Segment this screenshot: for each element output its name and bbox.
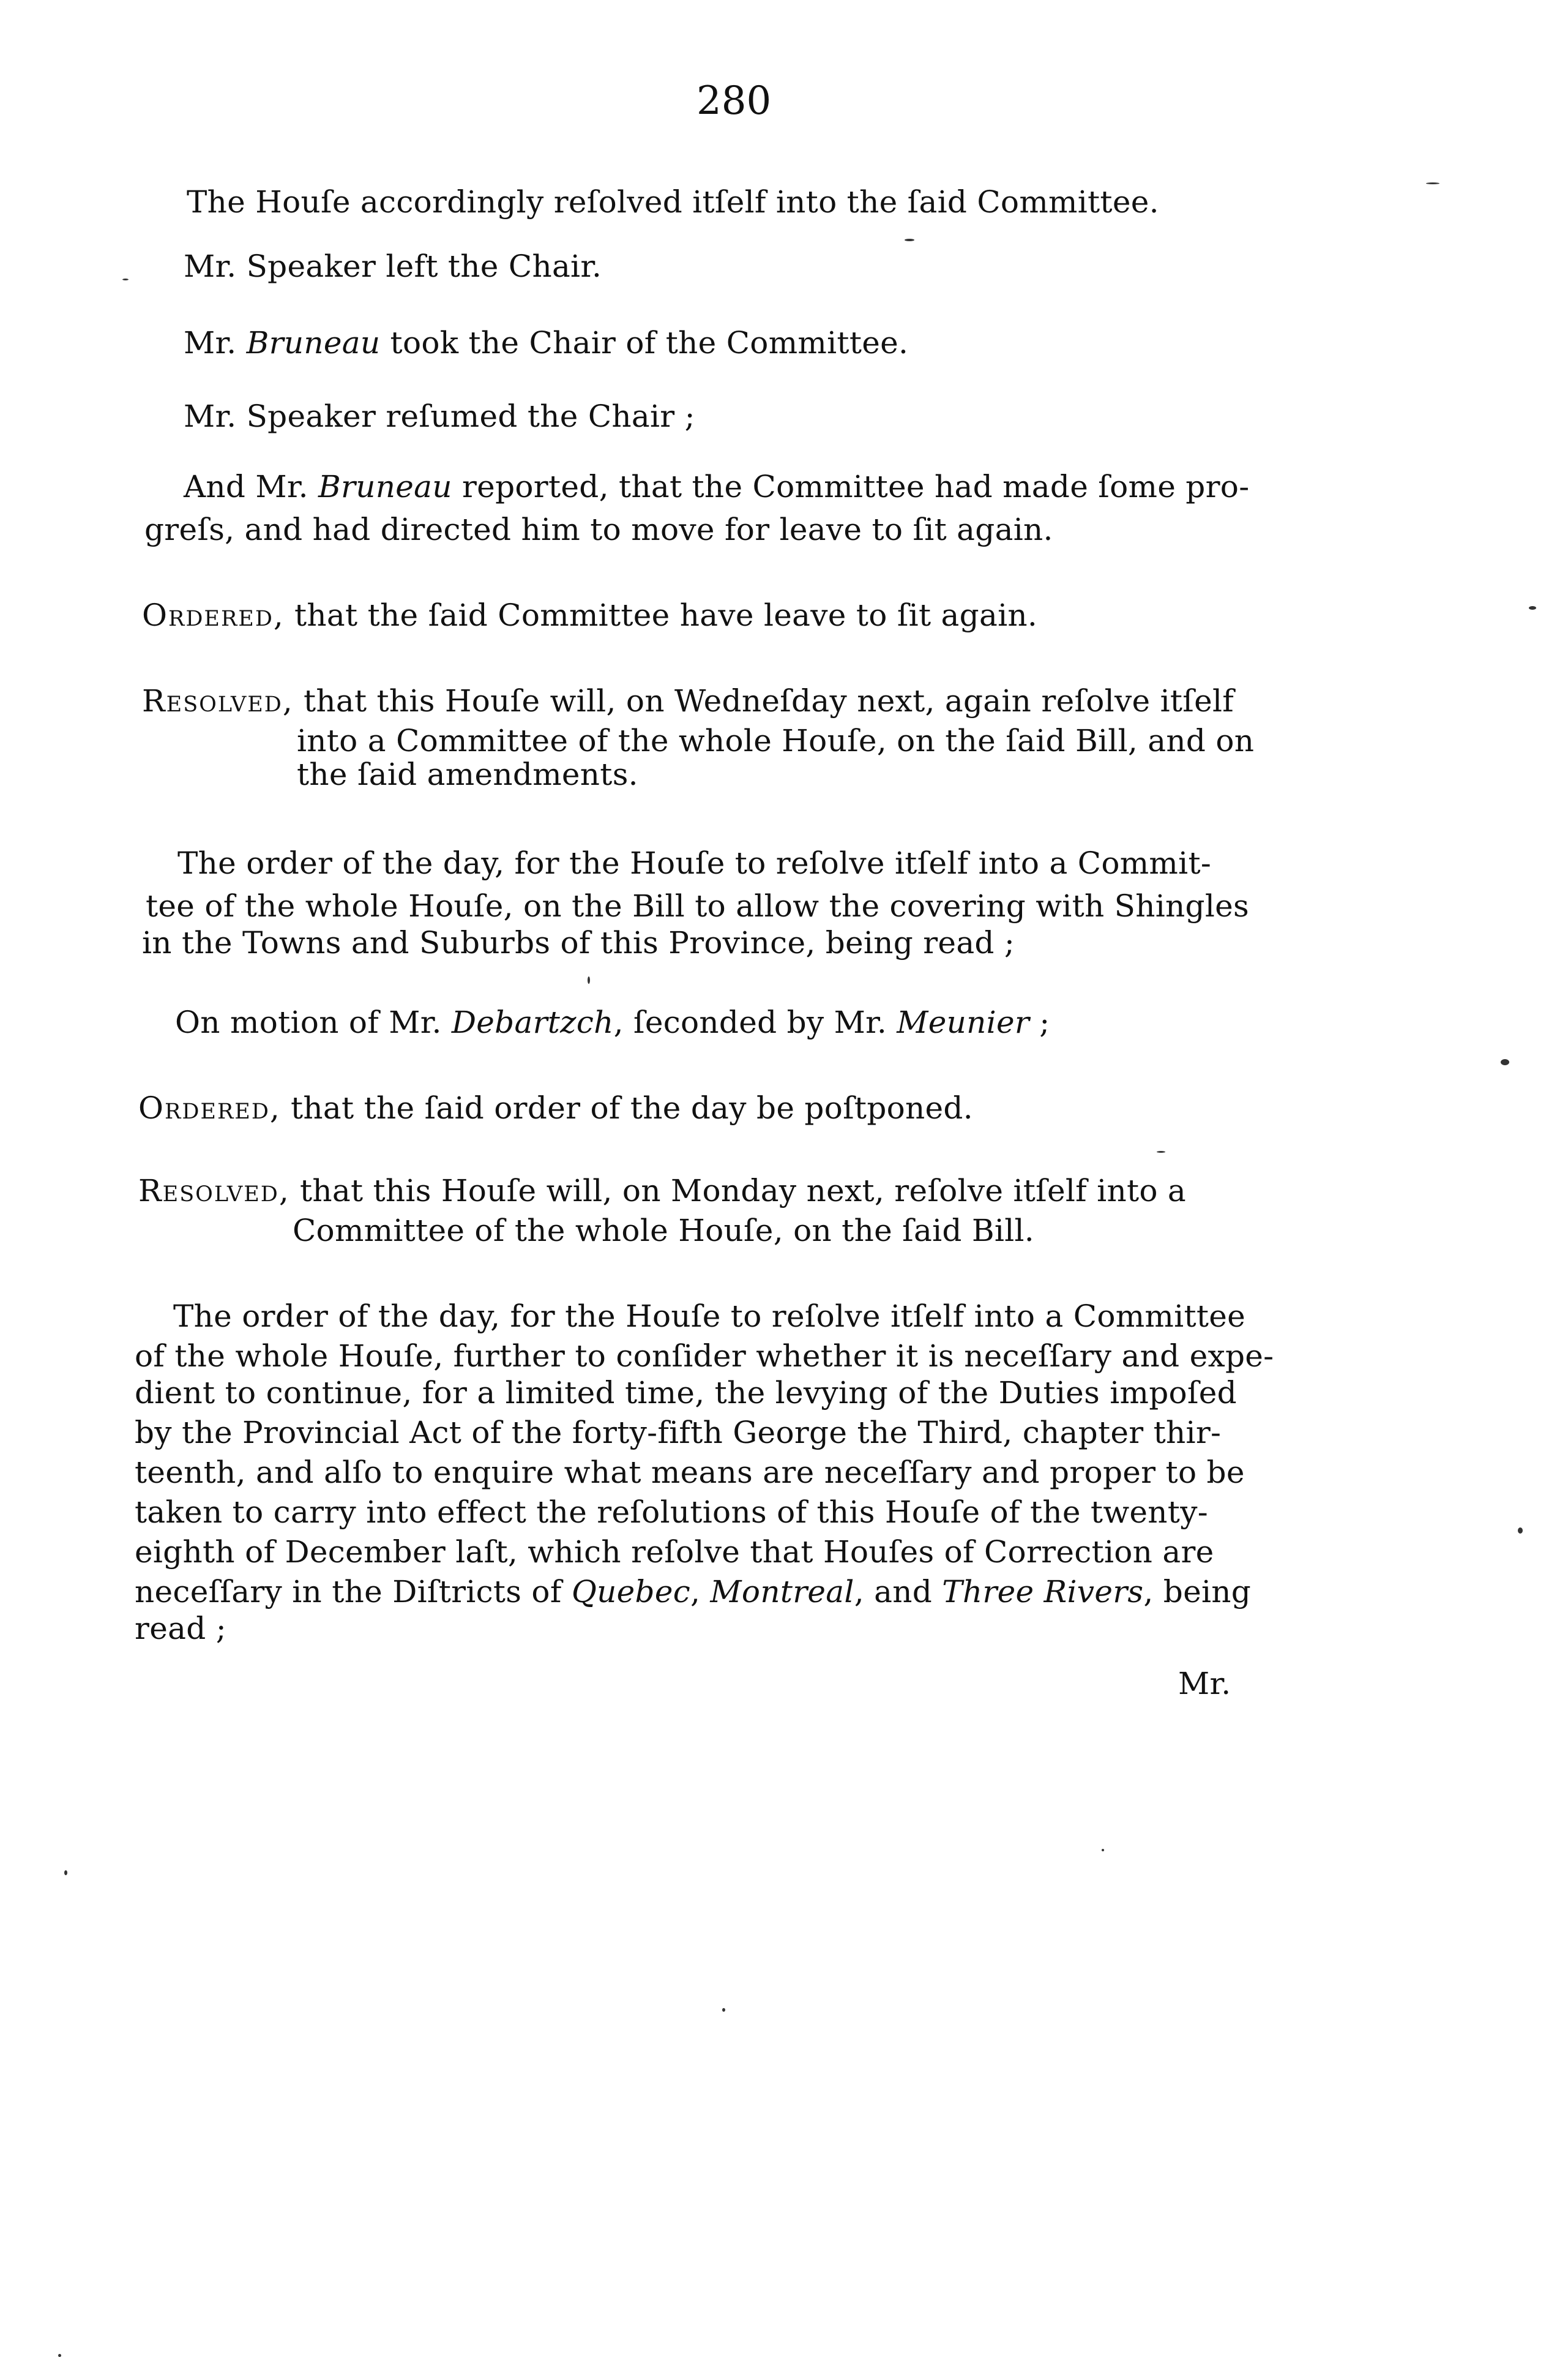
text-line: eighth of December laſt, which reſolve that Houſes of Correction are [135, 1534, 1214, 1570]
text-line: tee of the whole Houſe, on the Bill to allow the covering with Shingles [146, 888, 1249, 924]
place-name: Quebec [571, 1574, 691, 1609]
text-span: reported, that the Committee had made ſome pro- [452, 469, 1250, 504]
scan-speck [1518, 1527, 1523, 1534]
text-line: of the whole Houſe, further to conſider whether it is neceſſary and expe- [135, 1338, 1274, 1374]
text-span: On motion of Mr. [175, 1005, 452, 1040]
text-span: took the Chair of the Committee. [380, 325, 909, 361]
text-line [184, 324, 908, 361]
scan-speck [1529, 606, 1536, 610]
text-span: that the ſaid order of the day be poſtponed. [280, 1090, 973, 1126]
text-span: that this Houſe will, on Wedneſday next, again reſolve itſelf [293, 683, 1234, 719]
text-line: by the Provincial Act of the forty-fifth George the Third, chapter thir- [135, 1415, 1222, 1450]
text-line: dient to continue, for a limited time, the levying of the Duties impoſed [135, 1375, 1237, 1411]
text-line: Committee of the whole Houſe, on the ſaid Bill. [293, 1213, 1034, 1248]
person-name: Meunier [897, 1005, 1030, 1040]
ordered-label: Ordered, [142, 598, 285, 633]
text-line [135, 1573, 1251, 1610]
scan-speck [58, 2354, 61, 2357]
text-line [142, 597, 1037, 634]
text-span: , ſeconded by Mr. [613, 1005, 897, 1040]
text-line: into a Committee of the whole Houſe, on the ſaid Bill, and on [297, 723, 1255, 759]
text-line: The order of the day, for the Houſe to reſolve itſelf into a Committee [173, 1298, 1246, 1334]
person-name: Debartzch [451, 1005, 614, 1040]
scan-speck [1426, 182, 1439, 184]
resolved-label: Resolved, [138, 1173, 290, 1208]
scan-speck [1501, 1059, 1509, 1065]
text-span: , and [854, 1574, 943, 1609]
text-line: teenth, and alſo to enquire what means are neceſſary and proper to be [135, 1455, 1245, 1490]
text-span: that the ſaid Committee have leave to ſit again. [284, 598, 1038, 633]
place-name: Three Rivers [942, 1574, 1144, 1609]
catchword: Mr. [1178, 1666, 1231, 1701]
text-span: ; [1029, 1005, 1050, 1040]
text-span: that this Houſe will, on Monday next, reſolve itſelf into a [289, 1173, 1187, 1208]
text-span: And Mr. [184, 469, 319, 504]
text-line: Mr. Speaker left the Chair. [184, 249, 602, 284]
text-span: neceſſary in the Diſtricts of [135, 1574, 572, 1609]
place-name: Montreal [710, 1574, 854, 1609]
page-number: 280 [696, 78, 772, 124]
scan-speck [1102, 1849, 1104, 1851]
text-line: read ; [135, 1611, 226, 1646]
text-span: , [690, 1574, 711, 1609]
text-line: Mr. Speaker reſumed the Chair ; [184, 399, 695, 434]
text-line: The order of the day, for the Houſe to reſolve itſelf into a Commit- [177, 845, 1212, 881]
scan-speck [722, 2008, 725, 2012]
text-line [175, 1004, 1050, 1041]
person-name: Bruneau [246, 325, 381, 361]
scan-speck [122, 279, 129, 280]
ordered-label: Ordered, [138, 1090, 281, 1126]
text-span: , being [1143, 1574, 1252, 1609]
scan-speck [64, 1870, 67, 1875]
text-line: greſs, and had directed him to move for leave to ſit again. [144, 512, 1053, 547]
scan-speck [588, 976, 590, 984]
text-line: in the Towns and Suburbs of this Province, being read ; [142, 925, 1015, 961]
text-line: The Houſe accordingly reſolved itſelf into the ſaid Committee. [187, 184, 1159, 220]
scan-speck [1157, 1151, 1165, 1153]
text-line [138, 1090, 973, 1126]
text-line: the ſaid amendments. [297, 757, 638, 792]
text-line [142, 683, 1234, 719]
text-span: Mr. [184, 325, 247, 361]
text-line [138, 1172, 1186, 1209]
person-name: Bruneau [318, 469, 452, 504]
text-line: taken to carry into effect the reſolutions of this Houſe of the twenty- [135, 1494, 1208, 1530]
text-line [184, 468, 1249, 505]
resolved-label: Resolved, [142, 683, 294, 719]
scan-speck [905, 239, 914, 241]
